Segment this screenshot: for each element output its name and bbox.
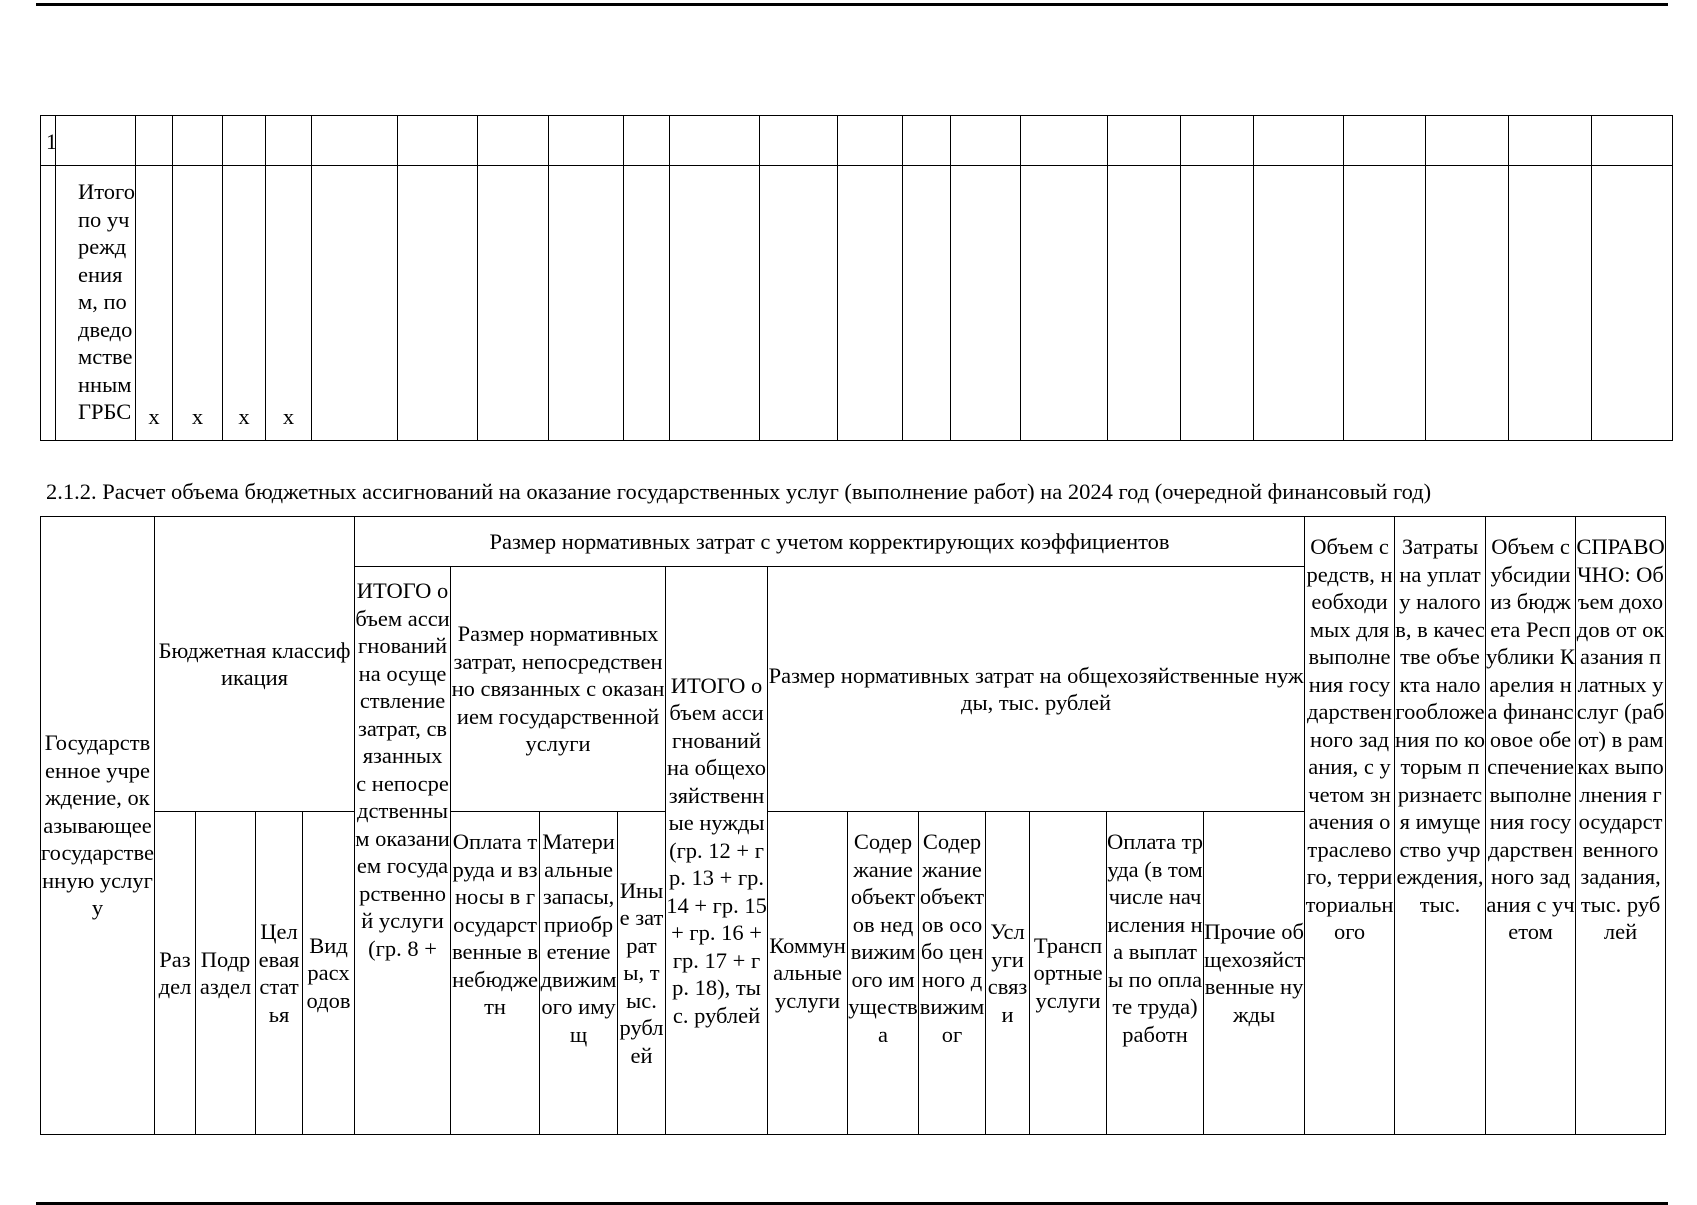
header-subsidy bbox=[1486, 517, 1576, 1135]
calculation-table bbox=[40, 516, 1666, 1135]
header-utilities: Коммунальные услуги bbox=[768, 812, 848, 1135]
header-other-costs: Иные затраты, тыс. рублей bbox=[618, 812, 666, 1135]
header-institution: Государственное учреждение, оказывающее государственную услугу bbox=[41, 517, 155, 1135]
header-normative-costs: Размер нормативных затрат с учетом корректирующих коэффициентов bbox=[355, 517, 1305, 567]
x-mark: x bbox=[173, 166, 223, 441]
header-labor-text: Оплата труда и взносы в государственные внебюджетн bbox=[452, 829, 538, 1019]
header-maintenance-movable bbox=[919, 812, 986, 1135]
header-target-article: Целевая статья bbox=[256, 812, 303, 1135]
header-subsidy-text: Объем субсидии из бюджета Республики Карелия на финансовое обеспечение выполнения государственного задания с учетом bbox=[1486, 534, 1575, 944]
header-materials-text: Материальные запасы, приобретение движимого имущ bbox=[540, 829, 617, 1047]
section-title: 2.1.2. Расчет объема бюджетных ассигнований на оказание государственных услуг (выполнение работ) на 2024 год (очередной финансовый год) bbox=[46, 479, 1432, 504]
header-maintenance-movable-text: Содержание объектов особо ценного движимог bbox=[919, 829, 985, 1047]
header-reference-text: СПРАВОЧНО: Объем доходов от оказания платных услуг (работ) в рамках выполнения государственного задания, тыс. рублей bbox=[1576, 534, 1665, 944]
header-general-costs: Размер нормативных затрат на общехозяйственные нужды, тыс. рублей bbox=[768, 567, 1305, 812]
header-tax-costs-text: Затраты на уплату налогов, в качестве объекта налогообложения по которым признается имущество учреждения, тыс. bbox=[1395, 534, 1486, 917]
header-section: Раздел bbox=[155, 812, 196, 1135]
header-total-general: ИТОГО объем ассигнований на общехозяйственные нужды (гр. 12 + гр. 13 + гр. 14 + гр. 15 + гр. 16 + гр. 17 + гр. 18), тыс. рублей bbox=[666, 567, 768, 1135]
header-labor-general-text: Оплата труда (в том числе начисления на выплаты по оплате труда) работн bbox=[1107, 829, 1204, 1047]
top-rule bbox=[36, 3, 1668, 6]
header-expense-type: Вид расходов bbox=[303, 812, 355, 1135]
total-label: Итого по учреждениям, подведомственным ГРБС bbox=[56, 166, 136, 441]
x-mark: x bbox=[266, 166, 312, 441]
header-other-general: Прочие общехозяйственные нужды bbox=[1204, 812, 1305, 1135]
header-volume-funds-text: Объем средств, необходимых для выполнения государственного задания, с учетом значения отраслевого, территориального bbox=[1305, 534, 1394, 944]
header-labor-general bbox=[1107, 812, 1204, 1135]
header-materials bbox=[540, 812, 618, 1135]
header-budget-classification: Бюджетная классификация bbox=[155, 517, 355, 812]
x-mark: x bbox=[223, 166, 266, 441]
header-communication: Услуги связи bbox=[986, 812, 1030, 1135]
x-mark: x bbox=[136, 166, 173, 441]
header-maintenance-real-estate-text: Содержание объектов недвижимого имущества bbox=[848, 829, 918, 1047]
header-total-direct bbox=[355, 567, 451, 1135]
header-transport: Транспортные услуги bbox=[1030, 812, 1107, 1135]
header-tax-costs bbox=[1395, 517, 1486, 1135]
header-labor bbox=[451, 812, 540, 1135]
header-subsection: Подраздел bbox=[196, 812, 256, 1135]
row-number: 1 bbox=[41, 116, 56, 166]
header-maintenance-real-estate bbox=[848, 812, 919, 1135]
header-direct-costs: Размер нормативных затрат, непосредственно связанных с оказанием государственной услуги bbox=[451, 567, 666, 812]
header-volume-funds bbox=[1305, 517, 1395, 1135]
header-reference bbox=[1576, 517, 1666, 1135]
total-table bbox=[40, 115, 1673, 441]
header-total-direct-text: ИТОГО объем ассигнований на осуществление затрат, связанных с непосредственным оказанием государственной услуги (гр. 8 + bbox=[355, 578, 450, 961]
